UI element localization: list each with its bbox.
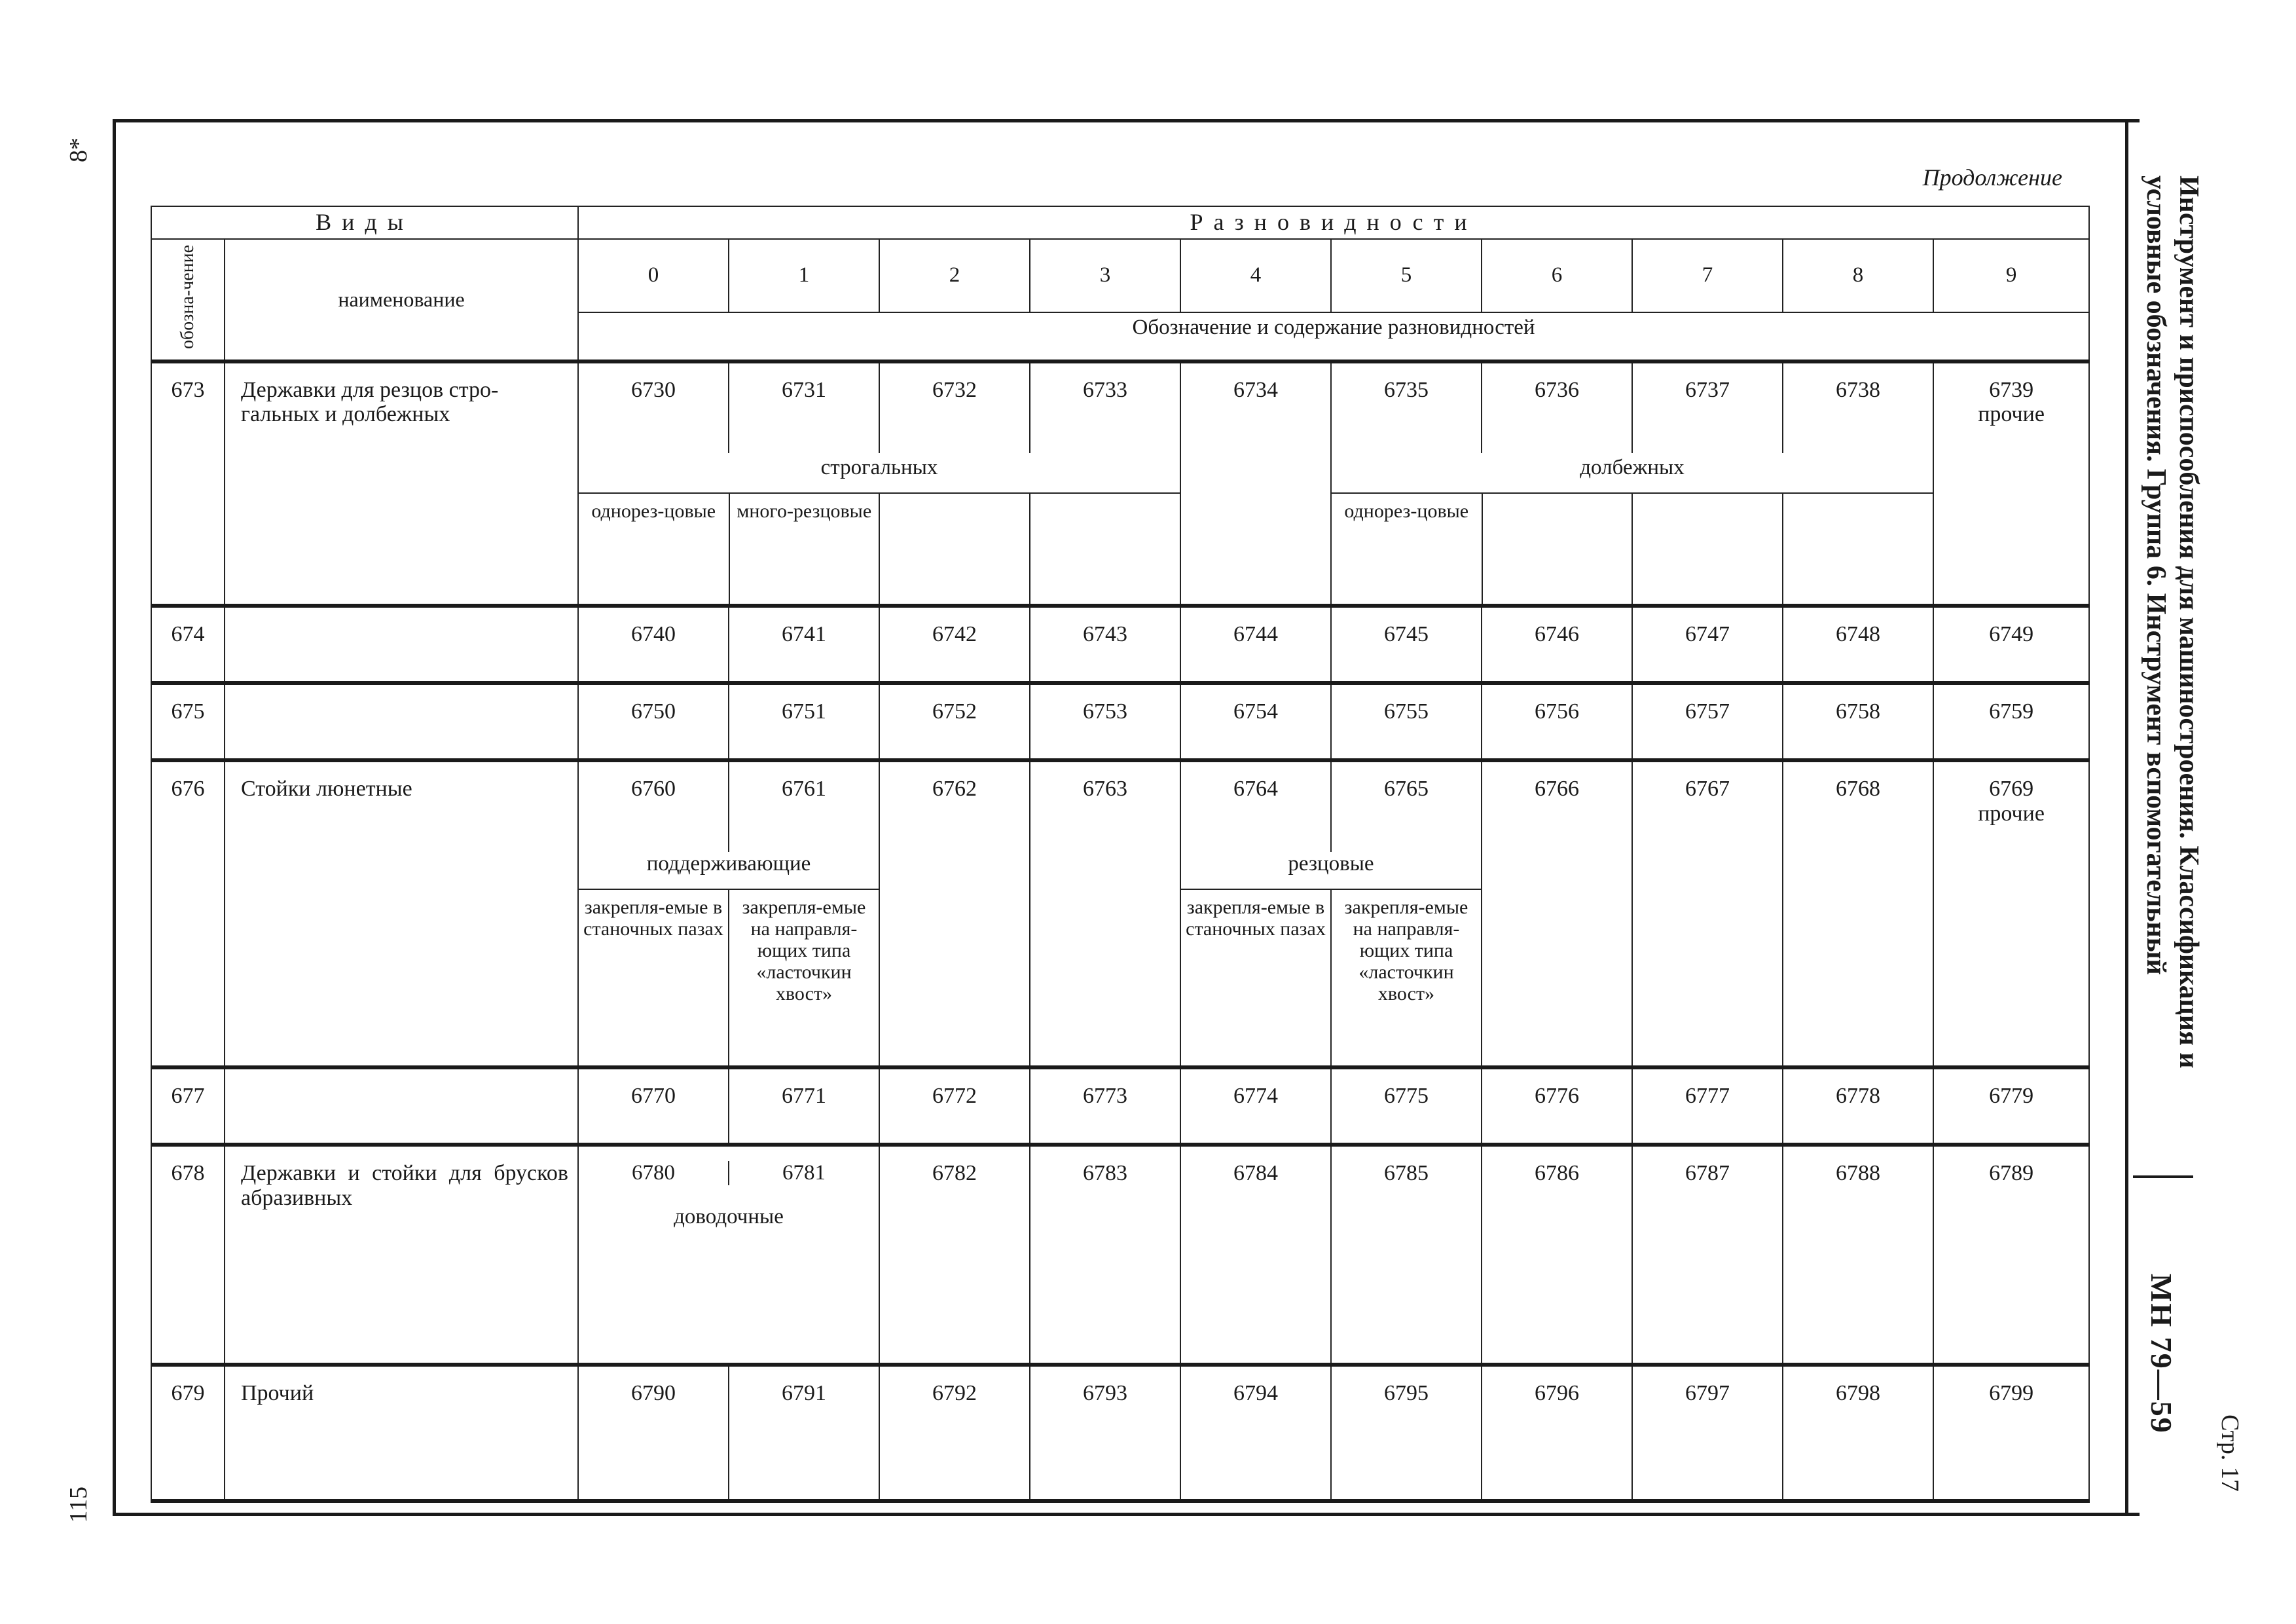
sub-cell-empty [1632, 493, 1783, 604]
row-name: Прочий [225, 1365, 578, 1501]
digit-9: 9 [1933, 239, 2089, 312]
code-cell: 6750 [578, 683, 729, 760]
code-cell: 6784 [1180, 1145, 1331, 1365]
code-cell: 6742 [879, 606, 1030, 683]
table-row-676 [151, 760, 2089, 852]
digit-5: 5 [1331, 239, 1482, 312]
code-cell: 6774 [1180, 1067, 1331, 1145]
code-cell: 6733 [1030, 361, 1180, 453]
code-cell: 6764 [1180, 760, 1331, 852]
code-cell: 6767 [1632, 760, 1783, 1067]
header-name: наименование [225, 239, 578, 361]
code-cell: 6771 [729, 1067, 879, 1145]
code-cell: 6756 [1482, 683, 1632, 760]
row-designation: 677 [151, 1067, 225, 1145]
row-name [225, 1067, 578, 1145]
table-row-679 [151, 1365, 2089, 1501]
code-cell: 6776 [1482, 1067, 1632, 1145]
code-value: 6769 [1989, 777, 2034, 802]
code-cell: 6799 [1933, 1365, 2089, 1501]
sub-cell-empty [879, 493, 1030, 604]
code-cell: 6748 [1783, 606, 1933, 683]
digit-7: 7 [1632, 239, 1783, 312]
code-cell: 6730 [578, 361, 729, 453]
code-cell: 6745 [1331, 606, 1482, 683]
digit-1: 1 [729, 239, 879, 312]
code-cell: 6744 [1180, 606, 1331, 683]
code-cell: 6779 [1933, 1067, 2089, 1145]
page-frame-bottom [113, 1513, 2140, 1516]
header-row-1 [151, 206, 2089, 239]
code-cell: 6749 [1933, 606, 2089, 683]
table-row-675 [151, 683, 2089, 760]
code-cell: 6797 [1632, 1365, 1783, 1501]
page-frame-right [2125, 119, 2128, 1516]
code-cell: 6751 [729, 683, 879, 760]
side-document-title: Инструмент и приспособления для машиностроения. Классификация и условные обозначения. Группа 6. Инструмент вспомогательный [2141, 175, 2204, 1069]
code-cell: 6740 [578, 606, 729, 683]
code-cell: 6746 [1482, 606, 1632, 683]
sub-cell: однорез-цовые [579, 493, 729, 604]
row-name [225, 606, 578, 683]
page-frame-top [113, 119, 2140, 122]
group-cell [1180, 852, 1482, 1067]
group-label: строгальных [820, 455, 938, 479]
header-varieties: Разновидности [578, 206, 2089, 239]
code-cell: 6765 [1331, 760, 1482, 852]
margin-page-number: 115 [65, 1486, 92, 1523]
row-designation: 674 [151, 606, 225, 683]
header-row-2 [151, 239, 2089, 312]
code-cell: 6782 [879, 1145, 1030, 1365]
code-note: прочие [1978, 402, 2045, 427]
group-codes [579, 1161, 879, 1185]
code-cell-last [1933, 361, 2089, 606]
side-document-code: МН 79—59 [2145, 1274, 2178, 1434]
code-cell: 6752 [879, 683, 1030, 760]
table-row-678 [151, 1145, 2089, 1365]
code-cell: 6760 [578, 760, 729, 852]
sub-table [579, 492, 1180, 604]
sub-cell: закрепля-емые в станочных пазах [579, 889, 729, 1065]
row-designation: 673 [151, 361, 225, 606]
table-row-677 [151, 1067, 2089, 1145]
code-cell: 6759 [1933, 683, 2089, 760]
sub-cell-empty [1030, 493, 1180, 604]
code-cell: 6754 [1180, 683, 1331, 760]
code-value: 6739 [1989, 377, 2034, 402]
classification-table [151, 206, 2090, 1503]
page-frame-left [113, 119, 116, 1516]
group-cell [578, 453, 1180, 606]
code-cell: 6785 [1331, 1145, 1482, 1365]
digit-4: 4 [1180, 239, 1331, 312]
code-cell: 6743 [1030, 606, 1180, 683]
code-cell: 6786 [1482, 1145, 1632, 1365]
code-cell: 6793 [1030, 1365, 1180, 1501]
code-cell: 6773 [1030, 1067, 1180, 1145]
group-cell [1331, 453, 1933, 606]
digit-6: 6 [1482, 239, 1632, 312]
sub-cell: много-резцовые [729, 493, 880, 604]
row-designation: 676 [151, 760, 225, 1067]
code-cell: 6796 [1482, 1365, 1632, 1501]
code-cell: 6732 [879, 361, 1030, 453]
header-kinds: Виды [151, 206, 578, 239]
header-designation [151, 239, 225, 361]
code-cell: 6753 [1030, 683, 1180, 760]
digit-3: 3 [1030, 239, 1180, 312]
sub-cell: закрепля-емые на направля-ющих типа «ласточкин хвост» [1331, 889, 1481, 1065]
code-cell: 6789 [1933, 1145, 2089, 1365]
group-label: долбежных [1580, 455, 1685, 479]
sub-cell-empty [1482, 493, 1633, 604]
row-name [225, 683, 578, 760]
row-designation: 679 [151, 1365, 225, 1501]
table-row-673 [151, 361, 2089, 453]
code-cell: 6783 [1030, 1145, 1180, 1365]
code-cell: 6738 [1783, 361, 1933, 453]
sub-table [1332, 492, 1933, 604]
code-cell: 6768 [1783, 760, 1933, 1067]
row-designation: 678 [151, 1145, 225, 1365]
row-name: Державки и стойки для брусков абразивных [225, 1145, 578, 1365]
group-cell [578, 1145, 879, 1365]
code-cell: 6798 [1783, 1365, 1933, 1501]
digit-8: 8 [1783, 239, 1933, 312]
sub-cell: закрепля-емые в станочных пазах [1181, 889, 1331, 1065]
code-cell: 6747 [1632, 606, 1783, 683]
group-label: поддерживающие [646, 852, 811, 876]
digit-2: 2 [879, 239, 1030, 312]
code-cell: 6778 [1783, 1067, 1933, 1145]
code-cell: 6734 [1180, 361, 1331, 606]
stamp-separator [2133, 1175, 2193, 1178]
side-page-label: Стр. 17 [2216, 1414, 2244, 1492]
code-cell: 6741 [729, 606, 879, 683]
code-cell: 6790 [578, 1365, 729, 1501]
table-row-674 [151, 606, 2089, 683]
group-label: доводочные [674, 1204, 784, 1228]
code-value: 6780 [632, 1161, 675, 1185]
code-cell: 6775 [1331, 1067, 1482, 1145]
sub-table [579, 889, 879, 1065]
code-cell: 6731 [729, 361, 879, 453]
sub-cell: закрепля-емые на направля-ющих типа «ласточкин хвост» [729, 889, 879, 1065]
row-name: Стойки люнетные [225, 760, 578, 1067]
margin-sheet-mark: 8* [65, 138, 92, 162]
code-cell: 6736 [1482, 361, 1632, 453]
row-designation: 675 [151, 683, 225, 760]
code-cell: 6787 [1632, 1145, 1783, 1365]
row-name: Державки для резцов стро-гальных и долбежных [225, 361, 578, 606]
code-cell: 6794 [1180, 1365, 1331, 1501]
code-cell: 6792 [879, 1365, 1030, 1501]
sub-table [1181, 889, 1481, 1065]
code-cell: 6755 [1331, 683, 1482, 760]
code-cell: 6770 [578, 1067, 729, 1145]
group-label: резцовые [1288, 852, 1374, 876]
code-cell: 6737 [1632, 361, 1783, 453]
code-cell: 6777 [1632, 1067, 1783, 1145]
sub-cell-empty [1783, 493, 1933, 604]
code-cell: 6791 [729, 1365, 879, 1501]
code-cell: 6772 [879, 1067, 1030, 1145]
continuation-label: Продолжение [1922, 164, 2062, 191]
header-designation-text: обозна-чение [177, 244, 198, 349]
digit-0: 0 [578, 239, 729, 312]
code-note: прочие [1978, 801, 2045, 826]
code-cell: 6763 [1030, 760, 1180, 1067]
code-cell: 6761 [729, 760, 879, 852]
code-cell: 6735 [1331, 361, 1482, 453]
code-cell: 6795 [1331, 1365, 1482, 1501]
code-value: 6781 [782, 1161, 826, 1185]
header-content-caption: Обозначение и содержание разновидностей [578, 312, 2089, 361]
code-cell: 6757 [1632, 683, 1783, 760]
group-cell [578, 852, 879, 1067]
sub-cell: однорез-цовые [1332, 493, 1482, 604]
code-cell: 6762 [879, 760, 1030, 1067]
code-cell: 6758 [1783, 683, 1933, 760]
code-cell: 6788 [1783, 1145, 1933, 1365]
code-cell-last [1933, 760, 2089, 1067]
code-cell: 6766 [1482, 760, 1632, 1067]
